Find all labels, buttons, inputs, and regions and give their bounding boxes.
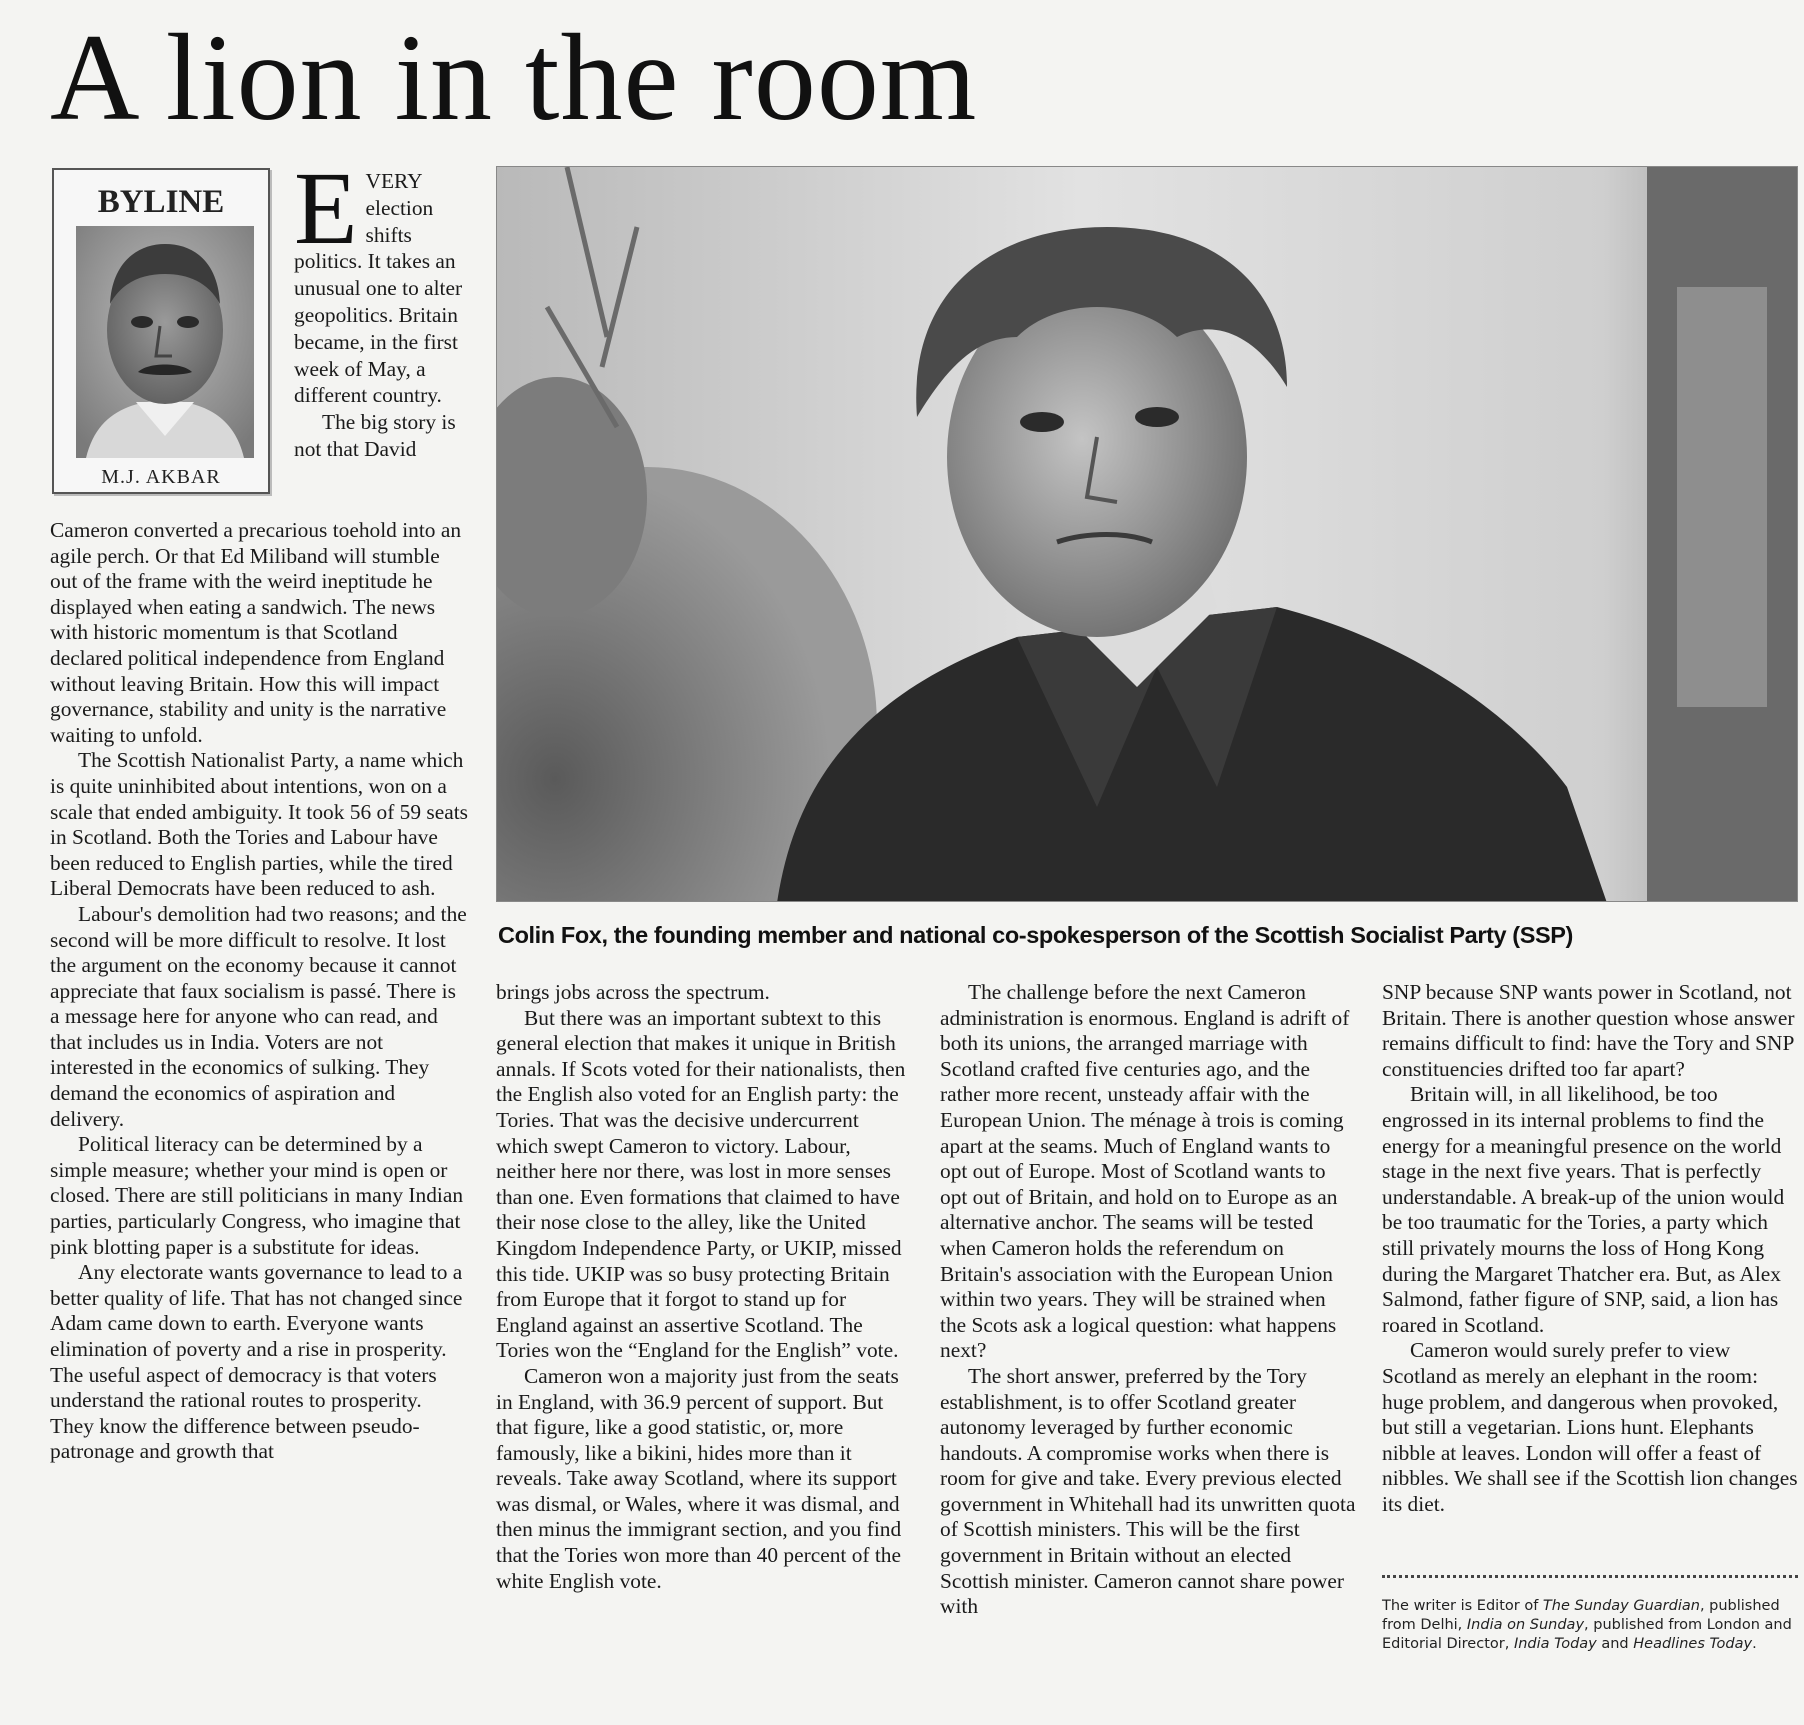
paragraph: Labour's demolition had two reasons; and the second will be more difficult to resolve. It lost the argument on the economy because it cannot appreciate that faux socialism is passé. There is a message here for anyone who can read, and that includes us in India. Voters are not interested in the economics of sulking. They demand the economics of aspiration and delivery.: [50, 901, 467, 1131]
footnote-text: The writer is Editor of: [1382, 1598, 1543, 1614]
footnote-text: , published from Delhi,: [1382, 1598, 1780, 1633]
paragraph: The short answer, preferred by the Tory establishment, is to offer Scotland greater autonomy leveraged by further economic handouts. A compromise works when there is room for give and take. Every previous elected government in Whitehall had its unwritten quota of Scottish ministers. This will be the first government in Britain without an elected Scottish minister. Cameron cannot share power with: [940, 1363, 1356, 1619]
article-column-2: [496, 980, 908, 1594]
author-name: M.J. AKBAR: [101, 466, 221, 488]
publication-name: India Today: [1513, 1636, 1597, 1652]
publication-name: The Sunday Guardian: [1542, 1598, 1700, 1614]
paragraph: SNP because SNP wants power in Scotland, not Britain. There is another question whose answer remains difficult to find: have the Tory and SNP constituencies drifted too far apart?: [1382, 980, 1795, 1081]
publication-name: India on Sunday: [1466, 1617, 1585, 1633]
drop-cap: E: [294, 151, 358, 266]
author-portrait-image: [76, 226, 254, 458]
article-column-4: [1382, 980, 1798, 1517]
photo-caption: Colin Fox, the founding member and national co-spokesperson of the Scottish Socialist Party (SSP): [498, 922, 1573, 948]
paragraph: Any electorate wants governance to lead to a better quality of life. That has not changed since Adam came down to earth. Everyone wants elimination of poverty and a rise in prosperity. The useful aspect of democracy is that voters understand the rational routes to prosperity. They know the difference between pseudo-patronage and growth that: [50, 1260, 463, 1464]
footnote-text: , published from London and Editorial Director,: [1382, 1617, 1792, 1652]
byline-box: [52, 168, 270, 494]
article-photo: [496, 166, 1798, 902]
article-intro: [294, 151, 470, 463]
intro-lead: VERY election shifts politics. It takes an unusual one to alter geopolitics. Britain became, in the first week of May, a different country.: [294, 169, 463, 408]
author-footnote: [1382, 1597, 1798, 1654]
article-column-3: [940, 980, 1356, 1620]
footnote-text: and: [1596, 1636, 1634, 1652]
paragraph: Cameron would surely prefer to view Scotland as merely an elephant in the room: huge problem, and dangerous when provoked, but still a vegetarian. Lions hunt. Elephants nibble at leaves. London will offer a feast of nibbles. We shall see if the Scottish lion changes its diet.: [1382, 1338, 1798, 1516]
paragraph: Cameron converted a precarious toehold into an agile perch. Or that Ed Miliband will stumble out of the frame with the weird ineptitude he displayed when eating a sandwich. The news with historic momentum is that Scotland declared political independence from England without leaving Britain. How this will impact governance, stability and unity is the narrative waiting to unfold.: [50, 518, 462, 747]
paragraph: But there was an important subtext to this general election that makes it unique in British annals. If Scots voted for their nationalists, then the English also voted for an English party: the Tories. That was the decisive undercurrent which swept Cameron to victory. Labour, neither here nor there, was lost in more senses than one. Even formations that claimed to have their nose close to the alley, like the United Kingdom Independence Party, or UKIP, missed this tide. UKIP was so busy protecting Britain from Europe that it forgot to stand up for England against an assertive Scotland. The Tories won the “England for the English” vote.: [496, 1005, 906, 1363]
colin-fox-photo: [497, 167, 1798, 902]
paragraph: brings jobs across the spectrum.: [496, 980, 770, 1004]
footnote-text: .: [1752, 1636, 1757, 1652]
article-column-1: [50, 518, 470, 1465]
author-photo: [76, 226, 254, 458]
byline-label: BYLINE: [97, 184, 225, 220]
publication-name: Headlines Today: [1633, 1636, 1753, 1652]
paragraph: Cameron won a majority just from the seats in England, with 36.9 percent of support. But that figure, like a good statistic, or, more famously, like a bikini, hides more than it reveals. Take away Scotland, where its support was dismal, or Wales, where it was dismal, and then minus the immigrant section, and you find that the Tories won more than 40 percent of the white English vote.: [496, 1363, 902, 1593]
paragraph: The Scottish Nationalist Party, a name which is quite uninhibited about intentions, won on a scale that ended ambiguity. It took 56 of 59 seats in Scotland. Both the Tories and Labour have been reduced to English parties, while the tired Liberal Democrats have been reduced to ash.: [50, 748, 469, 901]
paragraph: The challenge before the next Cameron administration is enormous. England is adrift of both its unions, the arranged marriage with Scotland crafted five centuries ago, and the rather more recent, unsteady affair with the European Union. The ménage à trois is coming apart at the seams. Much of England wants to opt out of Europe. Most of Scotland wants to opt out of Britain, and hold on to Europe as an alternative anchor. The seams will be tested when Cameron holds the referendum on Britain's association with the European Union within two years. They will be strained when the Scots ask a logical question: what happens next?: [940, 980, 1350, 1363]
intro-second: The big story is not that David: [294, 410, 456, 461]
headline: A lion in the room: [50, 9, 978, 146]
paragraph: Political literacy can be determined by a simple measure; whether your mind is open or closed. There are still politicians in many Indian parties, particularly Congress, who imagine that pink blotting paper is a substitute for ideas.: [50, 1132, 464, 1259]
paragraph: Britain will, in all likelihood, be too engrossed in its internal problems to find the energy for a meaningful presence on the world stage in the next five years. That is perfectly understandable. A break-up of the union would be too traumatic for the Tories, a party which still privately mourns the loss of Hong Kong during the Margaret Thatcher era. But, as Alex Salmond, father figure of SNP, said, a lion has roared in Scotland.: [1382, 1082, 1785, 1337]
footnote-divider: [1382, 1575, 1798, 1578]
